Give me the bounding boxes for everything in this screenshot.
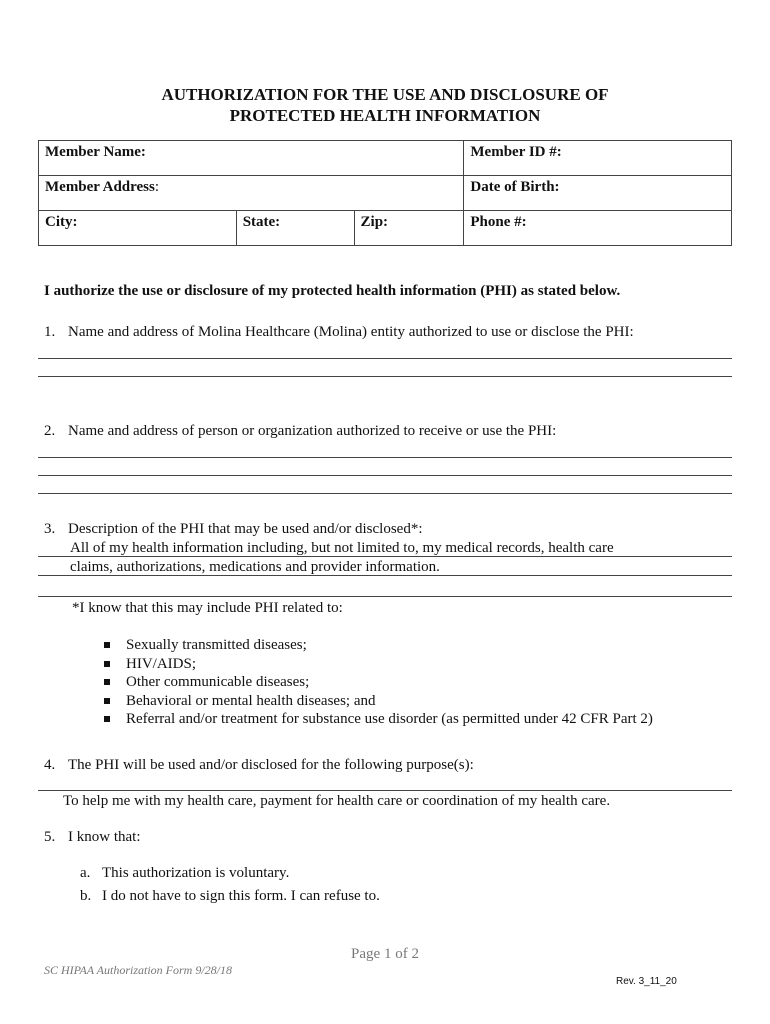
date-of-birth-field[interactable]: [464, 176, 732, 211]
phone-field[interactable]: [464, 211, 732, 246]
member-address-colon: :: [154, 179, 160, 195]
item-2-line-3[interactable]: [38, 493, 732, 494]
list-item: [104, 655, 653, 674]
item-2-number: 2.: [44, 423, 56, 439]
item-5a-text: This authorization is voluntary.: [102, 865, 290, 881]
item-4-number: 4.: [44, 757, 56, 773]
list-item: [104, 636, 653, 655]
revision-label: Rev. 3_11_20: [616, 976, 677, 987]
item-1-line-1[interactable]: [38, 358, 732, 359]
bullet-square-icon: [104, 661, 110, 667]
item-3-text: Description of the PHI that may be used and/or disclosed*:: [68, 521, 423, 537]
list-item: [104, 692, 653, 711]
item-3-line-2[interactable]: [38, 575, 732, 576]
item-2-line-1[interactable]: [38, 457, 732, 458]
item-3-value-line-1: All of my health information including, but not limited to, my medical records, health care: [70, 540, 614, 556]
member-name-label: Member Name:: [45, 144, 146, 160]
list-item-text: Referral and/or treatment for substance use disorder (as permitted under 42 CFR Part 2): [126, 711, 653, 727]
page-number: Page 1 of 2: [351, 946, 419, 962]
member-id-field[interactable]: [464, 141, 732, 176]
zip-field[interactable]: [354, 211, 464, 246]
list-item: [104, 710, 653, 729]
city-field[interactable]: [39, 211, 237, 246]
item-3-line-1[interactable]: [38, 556, 732, 557]
form-name: SC HIPAA Authorization Form 9/28/18: [44, 963, 233, 977]
member-info-table: [38, 140, 732, 246]
item-1-line-2[interactable]: [38, 376, 732, 377]
member-name-field[interactable]: [39, 141, 464, 176]
list-item-text: Behavioral or mental health diseases; and: [126, 692, 376, 709]
item-4-line[interactable]: [38, 790, 732, 791]
item-3-line-3[interactable]: [38, 596, 732, 597]
list-item-text: Other communicable diseases;: [126, 674, 310, 690]
item-1-number: 1.: [44, 324, 56, 340]
bullet-square-icon: [104, 698, 110, 704]
member-id-label: Member ID #:: [470, 144, 562, 160]
item-5b-label: b.: [80, 888, 92, 904]
bullet-square-icon: [104, 679, 110, 685]
state-label: State:: [242, 214, 281, 230]
member-address-field[interactable]: [39, 176, 464, 211]
item-4-value: To help me with my health care, payment for health care or coordination of my health care.: [63, 793, 611, 809]
item-5b-text: I do not have to sign this form. I can refuse to.: [102, 888, 380, 904]
item-5-text: I know that:: [68, 829, 141, 845]
item-5-number: 5.: [44, 829, 56, 845]
list-item-text: HIV/AIDS;: [126, 655, 196, 672]
list-item: [104, 673, 653, 692]
phi-categories-list: [104, 636, 653, 729]
item-4-text: The PHI will be used and/or disclosed for the following purpose(s):: [68, 757, 474, 773]
item-2-line-2[interactable]: [38, 475, 732, 476]
bullet-square-icon: [104, 642, 110, 648]
form-title-line-1: AUTHORIZATION FOR THE USE AND DISCLOSURE OF: [161, 85, 609, 104]
city-label: City:: [45, 214, 78, 230]
bullet-square-icon: [104, 716, 110, 722]
item-3-number: 3.: [44, 521, 56, 537]
date-of-birth-label: Date of Birth:: [470, 179, 560, 195]
phone-label: Phone #:: [470, 214, 527, 230]
authorization-statement: I authorize the use or disclosure of my protected health information (PHI) as stated below.: [44, 283, 621, 299]
phi-note: *I know that this may include PHI related to:: [72, 600, 343, 616]
list-item-text: Sexually transmitted diseases;: [126, 637, 307, 653]
item-5a-label: a.: [80, 865, 91, 881]
item-1-text: Name and address of Molina Healthcare (Molina) entity authorized to use or disclose the PHI:: [68, 324, 634, 340]
item-2-text: Name and address of person or organization authorized to receive or use the PHI:: [68, 423, 557, 439]
zip-label: Zip:: [360, 214, 389, 230]
state-field[interactable]: [236, 211, 354, 246]
form-title-line-2: PROTECTED HEALTH INFORMATION: [229, 106, 541, 125]
item-3-value-line-2: claims, authorizations, medications and provider information.: [70, 559, 440, 575]
member-address-label: Member Address: [45, 179, 155, 195]
